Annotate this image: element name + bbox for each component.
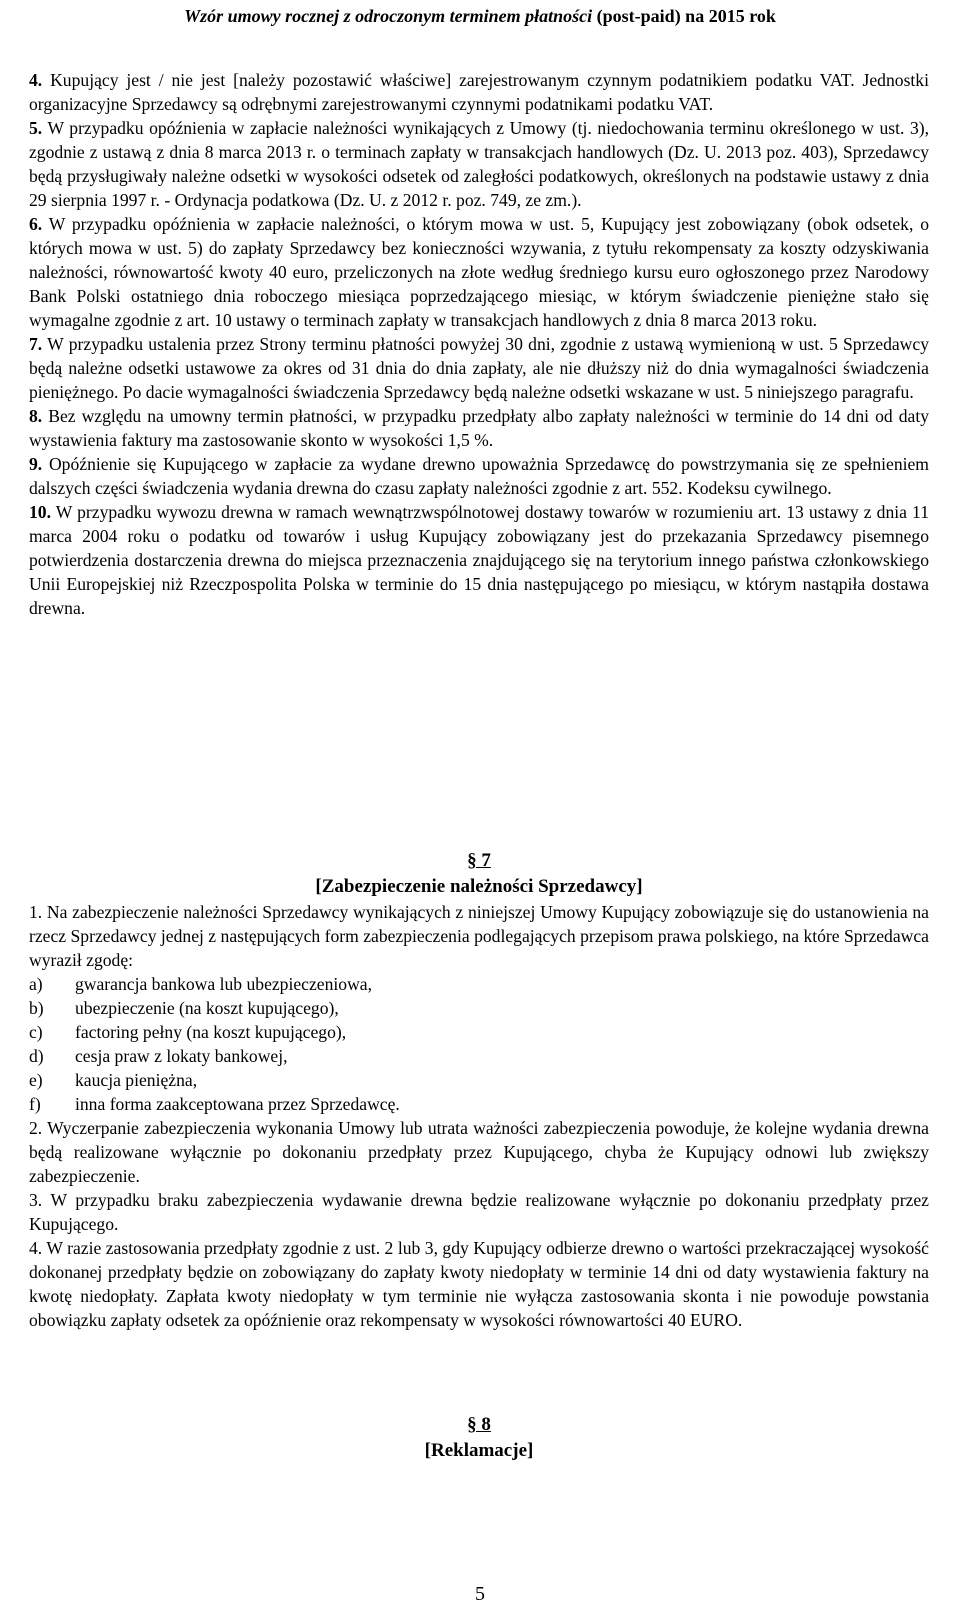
paragraph-text: W przypadku ustalenia przez Strony terminu płatności powyżej 30 dni, zgodnie z ustawą wymienioną w ust. 5 Sprzedawcy będą należne odsetki ustawowe za okres od 31 dnia do dnia zapłaty, ale nie dłuższy niż do dnia wymagalności świadczenia pieniężnego. Po dacie wymagalności świadczenia Sprzedawcy będą należne odsetki wskazane w ust. 5 niniejszego paragrafu.: [29, 334, 929, 402]
paragraph-number: 4.: [29, 70, 43, 90]
section7-clause-1: 1. Na zabezpieczenie należności Sprzedawcy wynikających z niniejszej Umowy Kupujący zobowiązuje się do ustanowienia na rzecz Sprzedawcy jednej z następujących form zabezpieczenia podlegających przepisom prawa polskiego, na które Sprzedawca wyraził zgodę:: [29, 902, 929, 970]
section7-title: [Zabezpieczenie należności Sprzedawcy]: [315, 876, 643, 897]
paragraph-number: 10.: [29, 502, 51, 522]
list-letter: a): [29, 974, 43, 994]
section-7: [29, 848, 929, 1332]
list-item: [29, 972, 929, 996]
section7-clause-2: 2. Wyczerpanie zabezpieczenia wykonania Umowy lub utrata ważności zabezpieczenia powoduje, że kolejne wydania drewna będą realizowane wyłącznie po dokonaniu przedpłaty przez Kupującego, chyba że Kupujący odnowi lub zwiększy zabezpieczenie.: [29, 1118, 929, 1186]
section8-title: [Reklamacje]: [424, 1440, 534, 1461]
section6-continued: [29, 68, 929, 620]
section7-clause-4: 4. W razie zastosowania przedpłaty zgodnie z ust. 2 lub 3, gdy Kupujący odbierze drewno o wartości przekraczającej wysokość dokonanej przedpłaty będzie on zobowiązany do zapłaty kwoty niedopłaty w terminie 14 dni od daty wystawienia faktury na kwotę niedopłaty. Zapłata kwoty niedopłaty w tym terminie nie wyłącza zastosowania skonta i nie powoduje powstania obowiązku zapłaty odsetek za opóźnienie oraz rekompensaty w wysokości równowartości 40 EURO.: [29, 1238, 929, 1330]
list-text: kaucja pieniężna,: [75, 1070, 198, 1090]
list-letter: e): [29, 1070, 43, 1090]
section-symbol: § 8: [467, 1414, 491, 1435]
paragraph-number: 6.: [29, 214, 43, 234]
list-text: ubezpieczenie (na koszt kupującego),: [75, 998, 339, 1018]
paragraph-text: W przypadku opóźnienia w zapłacie należności, o którym mowa w ust. 5, Kupujący jest zobowiązany (obok odsetek, o których mowa w ust. 5) do zapłaty Sprzedawcy bez konieczności wzywania, z tytułu rekompensaty za koszty odzyskiwania należności, równowartość kwoty 40 euro, przeliczonych na złote według średniego kursu euro ogłoszonego przez Narodowy Bank Polski ostatniego dnia roboczego miesiąca poprzedzającego miesiąc, w którym świadczenie pieniężne stało się wymagalne zgodnie z art. 10 ustawy o terminach zapłaty w transakcjach handlowych z dnia 8 marca 2013 roku.: [29, 214, 929, 330]
paragraph-5: [29, 116, 929, 212]
list-item: [29, 1020, 929, 1044]
paragraph-7: [29, 332, 929, 404]
paragraph-6: [29, 212, 929, 332]
paragraph-4: [29, 68, 929, 116]
paragraph-text: W przypadku opóźnienia w zapłacie należności wynikających z Umowy (tj. niedochowania terminu określonego w ust. 3), zgodnie z ustawą z dnia 8 marca 2013 r. o terminach zapłaty w transakcjach handlowych (Dz. U. 2013 poz. 403), Sprzedawcy będą przysługiwały należne odsetki w wysokości odsetek od zaległości podatkowych, określonych na podstawie ustawy z dnia 29 sierpnia 1997 r. - Ordynacja podatkowa (Dz. U. z 2012 r. poz. 749, ze zm.).: [29, 118, 929, 210]
list-text: cesja praw z lokaty bankowej,: [75, 1046, 288, 1066]
paragraph-9: [29, 452, 929, 500]
paragraph-8: [29, 404, 929, 452]
paragraph-number: 9.: [29, 454, 43, 474]
paragraph-text: Bez względu na umowny termin płatności, w przypadku przedpłaty albo zapłaty należności w terminie do 14 dni od daty wystawienia faktury ma zastosowanie skonto w wysokości 1,5 %.: [29, 406, 929, 450]
page-number: 5: [475, 1583, 485, 1605]
paragraph-text: Opóźnienie się Kupującego w zapłacie za wydane drewno upoważnia Sprzedawcę do powstrzymania się ze spełnieniem dalszych części świadczenia wydania drewna do czasu zapłaty należności zgodnie z art. 552. Kodeksu cywilnego.: [29, 454, 929, 498]
list-letter: f): [29, 1094, 41, 1114]
list-item: [29, 996, 929, 1020]
list-text: inna forma zaakceptowana przez Sprzedawcę.: [75, 1094, 400, 1114]
list-letter: b): [29, 998, 44, 1018]
section-8: [29, 1412, 929, 1464]
list-text: gwarancja bankowa lub ubezpieczeniowa,: [75, 974, 372, 994]
list-letter: c): [29, 1022, 43, 1042]
section8-mark: [29, 1412, 929, 1438]
section-symbol: § 7: [467, 850, 491, 871]
header-title-rest: (post-paid) na 2015 rok: [596, 6, 776, 26]
section7-mark: [29, 848, 929, 874]
paragraph-text: W przypadku wywozu drewna w ramach wewnątrzwspólnotowej dostawy towarów w rozumieniu art. 13 ustawy z dnia 11 marca 2004 roku o podatku od towarów i usług Kupujący zobowiązany jest do przekazania Sprzedawcy pisemnego potwierdzenia dostarczenia drewna do miejsca przeznaczenia znajdującego się na terytorium innego państwa członkowskiego Unii Europejskiej niż Rzeczpospolita Polska w terminie do 15 dnia następującego po miesiącu, w którym nastąpiła dostawa drewna.: [29, 502, 929, 618]
list-text: factoring pełny (na koszt kupującego),: [75, 1022, 347, 1042]
paragraph-number: 8.: [29, 406, 43, 426]
paragraph-10: [29, 500, 929, 620]
header-title-italic: Wzór umowy rocznej z odroczonym terminem płatności: [184, 6, 593, 26]
document-header: [0, 4, 960, 28]
section7-clause-3: 3. W przypadku braku zabezpieczenia wydawanie drewna będzie realizowane wyłącznie po dokonaniu przedpłaty przez Kupującego.: [29, 1190, 929, 1234]
paragraph-text: Kupujący jest / nie jest [należy pozostawić właściwe] zarejestrowanym czynnym podatnikiem podatku VAT. Jednostki organizacyjne Sprzedawcy są odrębnymi zarejestrowanymi czynnymi podatnikami podatku VAT.: [29, 70, 929, 114]
list-letter: d): [29, 1046, 44, 1066]
list-item: [29, 1092, 929, 1116]
paragraph-number: 7.: [29, 334, 43, 354]
list-item: [29, 1044, 929, 1068]
list-item: [29, 1068, 929, 1092]
security-forms-list: [29, 972, 929, 1116]
paragraph-number: 5.: [29, 118, 43, 138]
